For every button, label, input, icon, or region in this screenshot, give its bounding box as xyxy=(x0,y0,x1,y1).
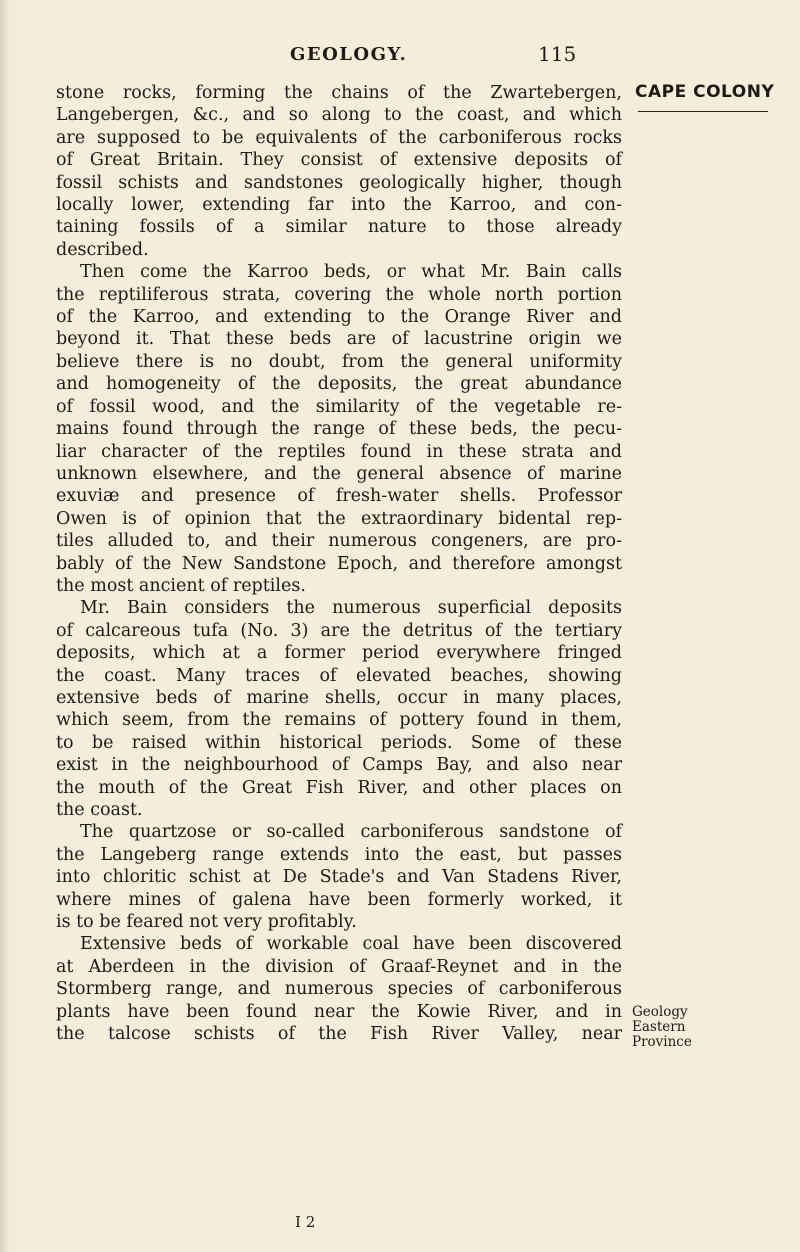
text-line: unknown elsewhere, and the general absence of marine xyxy=(56,463,622,484)
text-line: the coast. xyxy=(56,800,143,820)
text-line: bably of the New Sandstone Epoch, and therefore amongst xyxy=(56,553,622,574)
margin-head: CAPE COLONY xyxy=(635,82,775,102)
text-line: believe there is no doubt, from the general uniformity xyxy=(56,351,622,372)
text-line: locally lower, extending far into the Karroo, and con- xyxy=(56,195,622,216)
text-line: is to be feared not very profitably. xyxy=(56,912,357,933)
margin-sidenote xyxy=(632,1005,732,1050)
text-line: mains found through the range of these beds, the pecu- xyxy=(56,419,622,440)
text-line: the reptiliferous strata, covering the whole north portion xyxy=(56,284,622,305)
text-line: Mr. Bain considers the numerous superficial deposits xyxy=(80,598,622,619)
text-line: of calcareous tufa (No. 3) are the detritus of the tertiary xyxy=(56,620,622,641)
text-line: the mouth of the Great Fish River, and other places on xyxy=(56,777,622,798)
text-line: of the Karroo, and extending to the Orange River and xyxy=(56,307,622,328)
body-text xyxy=(56,82,622,1045)
text-line: and homogeneity of the deposits, the great abundance xyxy=(56,374,622,395)
text-line: plants have been found near the Kowie River, and in xyxy=(56,1001,622,1022)
text-line: fossil schists and sandstones geologically higher, though xyxy=(56,172,622,193)
text-line: are supposed to be equivalents of the carboniferous rocks xyxy=(56,127,622,148)
running-header xyxy=(0,40,800,70)
margin-rule xyxy=(638,111,768,112)
text-line: described. xyxy=(56,239,149,260)
text-line: Stormberg range, and numerous species of carboniferous xyxy=(56,979,622,1000)
text-line: liar character of the reptiles found in these strata and xyxy=(56,441,622,462)
text-line: of Great Britain. They consist of extensive deposits of xyxy=(56,150,622,171)
running-title: GEOLOGY. xyxy=(290,44,408,65)
sidenote-line: Province xyxy=(632,1034,692,1050)
text-line: the talcose schists of the Fish River Valley, near xyxy=(56,1024,622,1045)
text-line: Extensive beds of workable coal have been discovered xyxy=(80,934,622,955)
text-line: into chloritic schist at De Stade's and Van Stadens River, xyxy=(56,867,622,888)
text-line: deposits, which at a former period everywhere fringed xyxy=(56,643,622,664)
page-binding-edge xyxy=(0,0,10,1252)
text-line: the coast. Many traces of elevated beaches, showing xyxy=(56,665,622,686)
text-line: of fossil wood, and the similarity of the vegetable re- xyxy=(56,396,622,417)
text-line: exuviæ and presence of fresh-water shells. Professor xyxy=(56,486,622,507)
text-line: which seem, from the remains of pottery found in them, xyxy=(56,710,622,731)
text-line: Owen is of opinion that the extraordinary bidental rep- xyxy=(56,508,622,529)
text-line: The quartzose or so-called carboniferous sandstone of xyxy=(80,822,622,843)
paragraph xyxy=(56,933,622,1045)
text-line: Langebergen, &c., and so along to the coast, and which xyxy=(56,105,622,126)
sidenote-line: Eastern xyxy=(632,1019,686,1035)
paragraph xyxy=(56,261,622,597)
text-line: the Langeberg range extends into the east, but passes xyxy=(56,844,622,865)
text-line: exist in the neighbourhood of Camps Bay, and also near xyxy=(56,755,622,776)
paragraph xyxy=(56,597,622,821)
text-line: taining fossils of a similar nature to those already xyxy=(56,217,622,238)
text-line: tiles alluded to, and their numerous congeners, are pro- xyxy=(56,531,622,552)
text-line: extensive beds of marine shells, occur in many places, xyxy=(56,687,622,708)
text-line: at Aberdeen in the division of Graaf-Reynet and in the xyxy=(56,956,622,977)
text-line: the most ancient of reptiles. xyxy=(56,575,306,596)
text-line: Then come the Karroo beds, or what Mr. Bain calls xyxy=(80,262,622,283)
paragraph xyxy=(56,82,622,261)
text-line: where mines of galena have been formerly worked, it xyxy=(56,889,622,910)
text-line: stone rocks, forming the chains of the Zwartebergen, xyxy=(56,83,622,103)
text-line: to be raised within historical periods. Some of these xyxy=(56,732,622,753)
text-line: beyond it. That these beds are of lacustrine origin we xyxy=(56,329,622,350)
sidenote-line: Geology xyxy=(632,1004,688,1020)
signature-mark: I 2 xyxy=(295,1213,316,1231)
page-number: 115 xyxy=(538,42,577,66)
paragraph xyxy=(56,821,622,933)
